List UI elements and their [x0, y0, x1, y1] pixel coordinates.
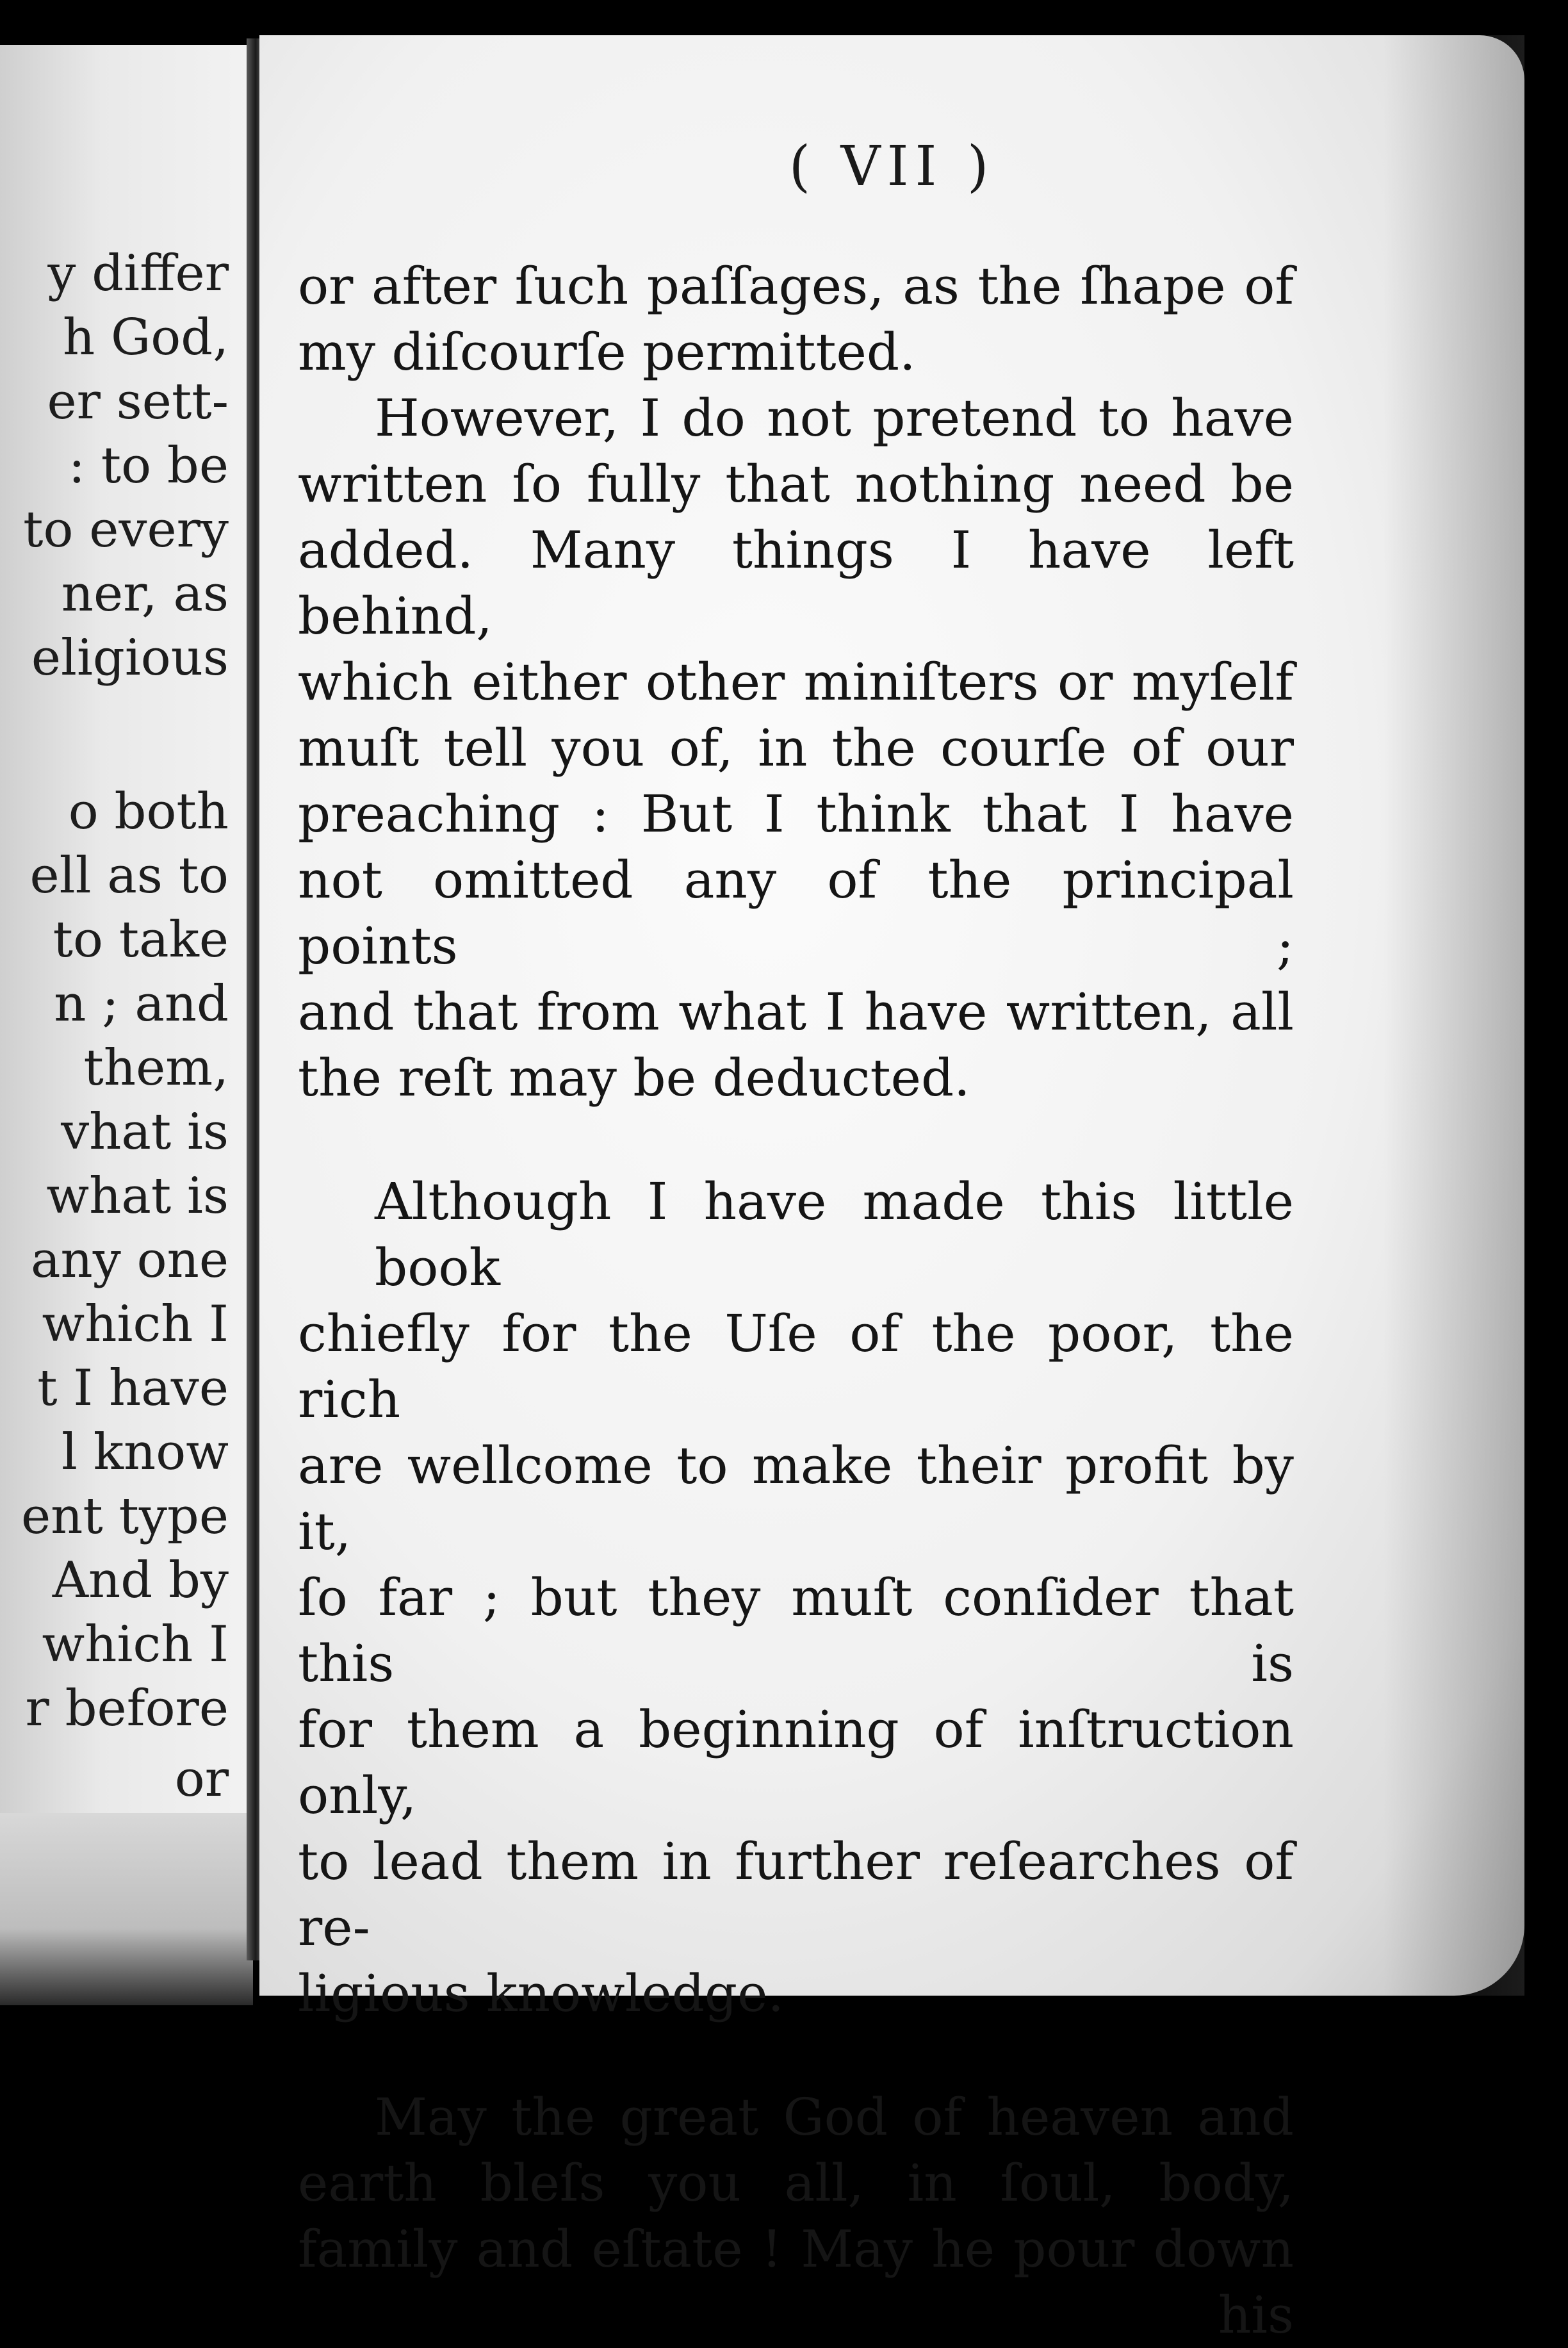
text-line: to lead them in further reſearches of re-	[298, 1832, 1294, 1957]
text-line: preaching : But I think that I have	[298, 784, 1294, 844]
catchword: his	[1218, 2285, 1294, 2345]
text-line: earth bleſs you all, in ſoul, body,	[298, 2153, 1294, 2213]
paragraph	[298, 385, 1294, 1111]
text-line: not omitted any of the principal points ;	[298, 850, 1294, 976]
text-line: muſt tell you of, in the courſe of our	[298, 718, 1294, 778]
text-line: May the great God of heaven and	[375, 2087, 1294, 2147]
book-page	[259, 35, 1524, 2345]
page-number: ( VII )	[788, 135, 995, 199]
paragraph	[298, 253, 1294, 385]
left-line: r before	[25, 1680, 229, 1737]
text-line: Although I have made this little book	[375, 1172, 1294, 1297]
left-line: to every	[23, 501, 229, 559]
left-line: to take	[53, 911, 229, 969]
text-line: ligious knowledge.	[298, 1964, 784, 2023]
torn-page-corner	[0, 1813, 253, 2005]
left-line: ent type	[20, 1488, 229, 1545]
text-line: However, I do not pretend to have	[375, 388, 1294, 448]
left-line: what is	[46, 1167, 229, 1225]
text-line: which either other miniſters or myſelf	[298, 652, 1294, 712]
text-line: my diſcourſe permitted.	[298, 322, 916, 382]
text-line: or after ſuch paſſages, as the ſhape of	[298, 256, 1294, 316]
left-line: o both	[68, 783, 229, 841]
page-body	[298, 253, 1294, 2348]
text-line: added. Many things I have left behind,	[298, 520, 1294, 646]
left-line: y differ	[47, 245, 229, 302]
text-line: for them a beginning of inſtruction only,	[298, 1700, 1294, 1825]
left-line: And by	[52, 1552, 229, 1609]
text-line: and that from what I have written, all	[298, 982, 1294, 1042]
left-line: eligious	[31, 629, 229, 687]
left-line: l know	[61, 1424, 229, 1481]
text-line: chiefly for the Uſe of the poor, the rich	[298, 1304, 1294, 1429]
paragraph	[298, 1169, 1294, 2026]
left-line: n ; and	[54, 975, 229, 1033]
left-line: or	[174, 1750, 229, 1808]
left-line: ell as to	[29, 847, 229, 905]
text-line: the reſt may be deducted.	[298, 1048, 970, 1108]
left-line: vhat is	[61, 1103, 229, 1161]
page-edge-shadow	[1384, 35, 1524, 1996]
text-line: ſo far ; but they muſt conſider that this is	[298, 1568, 1294, 1693]
left-line: t I have	[37, 1359, 229, 1417]
previous-page-fragment	[0, 45, 253, 1973]
text-line: are wellcome to make their profit by it,	[298, 1436, 1294, 1561]
text-line: family and eſtate ! May he pour down	[298, 2219, 1294, 2279]
left-line: er sett-	[47, 373, 229, 431]
left-line: ner, as	[61, 565, 229, 623]
left-line: which I	[42, 1616, 229, 1673]
left-line: any one	[31, 1231, 229, 1289]
left-line: : to be	[68, 437, 229, 495]
left-line: h God,	[62, 309, 229, 366]
paragraph	[298, 2084, 1294, 2348]
left-line: them,	[83, 1039, 229, 1097]
left-line: which I	[42, 1295, 229, 1353]
text-line: written ſo fully that nothing need be	[298, 454, 1294, 514]
